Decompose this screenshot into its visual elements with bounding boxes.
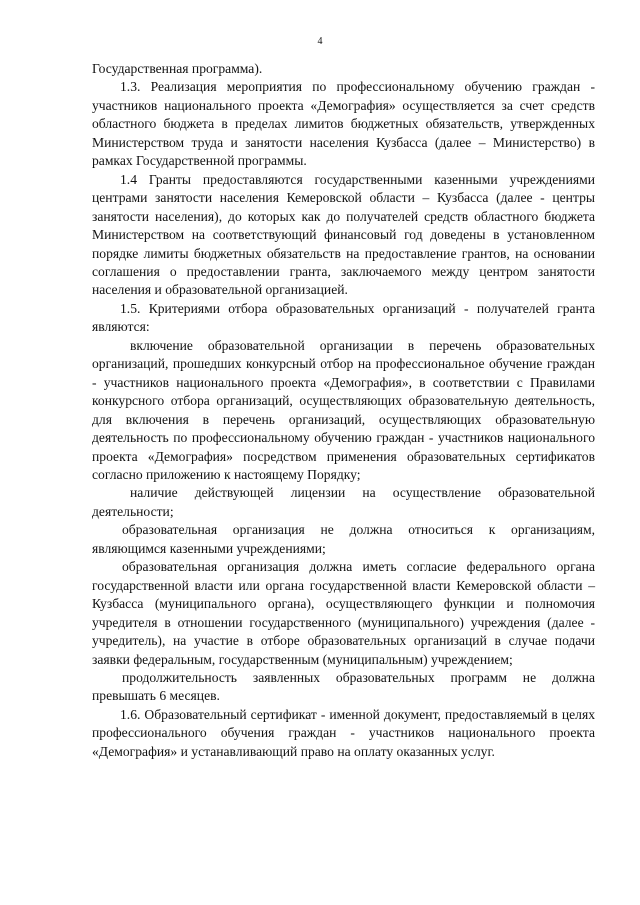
paragraph-1-4: 1.4 Гранты предоставляются государственными казенными учреждениями центрами занятости населения Кемеровской области – Кузбасса (далее - центры занятости населения), до которых как до получателей средств областного бюджета Министерством на соответствующий финансовый год доведены в установленном порядке лимиты бюджетных обязательств на предоставление грантов, на основании соглашения о предоставлении гранта, заключаемого между центром занятости населения и образовательной организацией.: [92, 171, 595, 298]
page-number: 4: [317, 36, 323, 47]
criterion-founder-consent: образовательная организация должна иметь согласие федерального органа государственной власти или органа государственной власти Кемеровской области – Кузбасса (муниципального органа), осуществляющего функции и полномочия учредителя в отношении государственного (муниципального) учреждения (далее - учредитель), на участие в отборе образовательных организаций в случае подачи заявки федеральным, государственным (муниципальным) учреждением;: [92, 559, 595, 667]
criterion-inclusion-in-list: включение образовательной организации в перечень образовательных организаций, прошедших конкурсный отбор на профессиональное обучение граждан - участников национального проекта «Демография», в соответствии с Правилами конкурсного отбора организаций, осуществляющих образовательную деятельность, для включения в перечень организаций, осуществляющих образовательную деятельность по профессиональному обучению граждан - участников национального проекта «Демография» посредством применения образовательных сертификатов согласно приложению к настоящему Порядку;: [92, 337, 595, 482]
document-body: [92, 60, 595, 761]
paragraph-1-6: 1.6. Образовательный сертификат - именной документ, предоставляемый в целях профессионального обучения граждан - участников национального проекта «Демография» и устанавливающий право на оплату оказанных услуг.: [92, 706, 595, 759]
paragraph-1-3: 1.3. Реализация мероприятия по профессиональному обучению граждан - участников национального проекта «Демография» осуществляется за счет средств областного бюджета в пределах лимитов бюджетных обязательств, утвержденных Министерством труда и занятости населения Кузбасса (далее – Министерство) в рамках Государственной программы.: [92, 79, 595, 169]
criterion-program-duration: продолжительность заявленных образовательных программ не должна превышать 6 месяцев.: [92, 669, 595, 704]
paragraph-continuation: Государственная программа).: [92, 61, 263, 76]
paragraph-1-5: 1.5. Критериями отбора образовательных организаций - получателей гранта являются:: [92, 300, 595, 335]
criterion-not-state-institution: образовательная организация не должна относиться к организациям, являющимся казенными учреждениями;: [92, 522, 595, 556]
criterion-license: наличие действующей лицензии на осуществление образовательной деятельности;: [92, 485, 595, 519]
